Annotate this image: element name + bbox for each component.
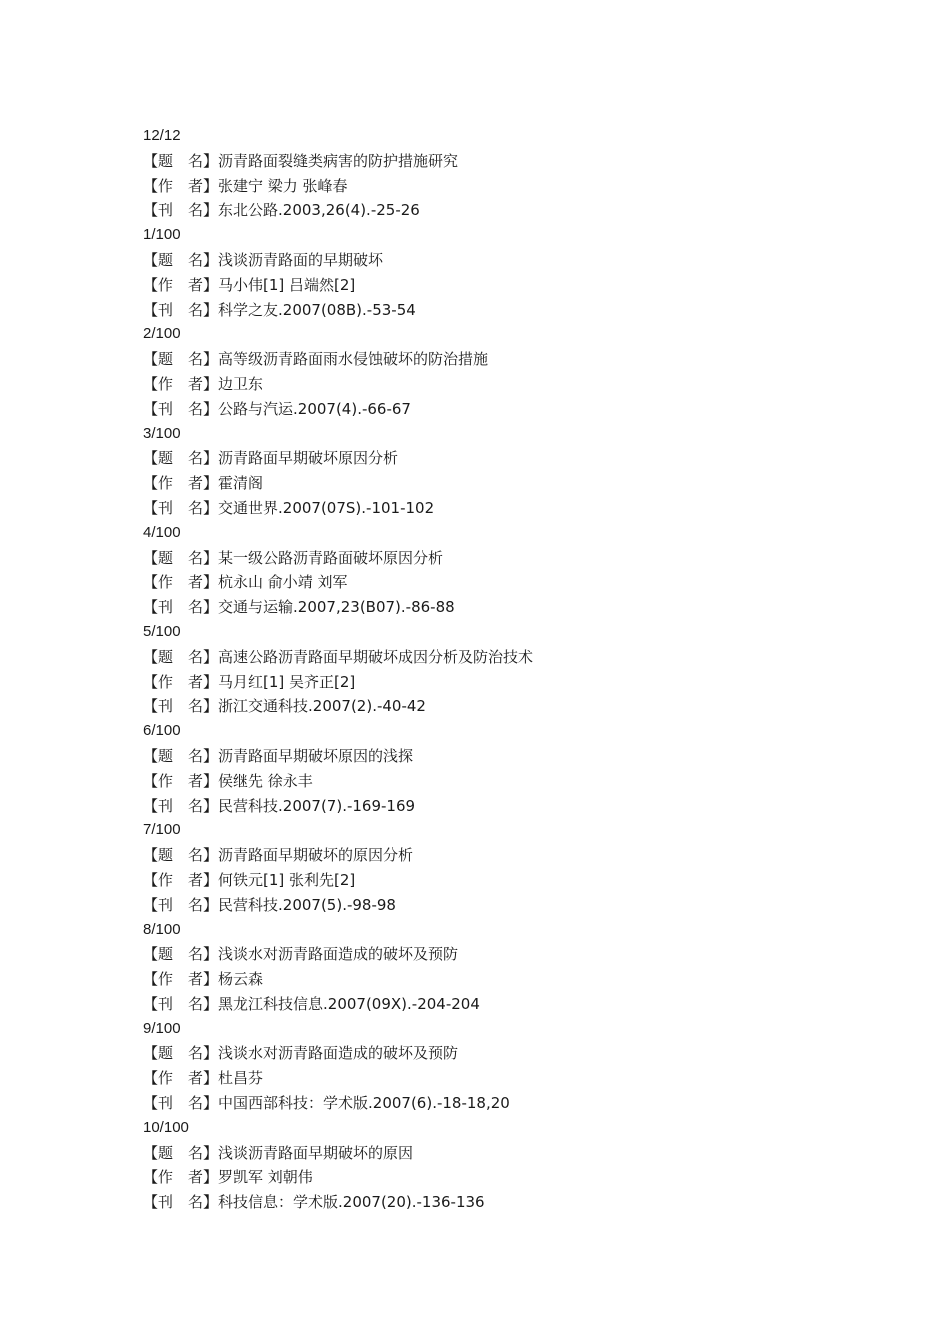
record-journal-line — [143, 298, 843, 323]
journal-label: 【刊 名】 — [143, 201, 219, 220]
journal-label: 【刊 名】 — [143, 399, 219, 418]
record-authors: 何铁元[1] 张利先[2] — [218, 870, 356, 889]
record-title-line — [143, 546, 843, 571]
journal-label: 【刊 名】 — [143, 697, 219, 716]
record-author-line — [143, 570, 843, 595]
record-authors: 杭永山 俞小靖 刘军 — [218, 573, 348, 592]
record-counter: 5/100 — [143, 622, 181, 640]
record-journal-line — [143, 397, 843, 422]
record-counter: 8/100 — [143, 920, 181, 938]
record-counter: 7/100 — [143, 821, 181, 839]
record-title: 沥青路面早期破坏的原因分析 — [218, 846, 414, 865]
record-journal-line — [143, 992, 843, 1017]
record — [143, 719, 843, 818]
record-journal: 中国西部科技：学术版.2007(6).-18-18,20 — [218, 1094, 510, 1113]
record-journal-line — [143, 1091, 843, 1116]
title-label: 【题 名】 — [143, 151, 219, 170]
record-authors: 边卫东 — [218, 374, 264, 393]
author-label: 【作 者】 — [143, 275, 219, 294]
journal-label: 【刊 名】 — [143, 796, 219, 815]
title-label: 【题 名】 — [143, 1044, 219, 1063]
record-authors: 杨云森 — [218, 970, 264, 989]
record-title: 沥青路面早期破坏原因的浅探 — [218, 746, 414, 765]
record-journal: 科学之友.2007(08B).-53-54 — [218, 300, 416, 319]
record-counter: 1/100 — [143, 226, 181, 244]
title-label: 【题 名】 — [143, 647, 219, 666]
journal-label: 【刊 名】 — [143, 598, 219, 617]
author-label: 【作 者】 — [143, 474, 219, 493]
record-journal: 科技信息：学术版.2007(20).-136-136 — [218, 1193, 485, 1212]
author-label: 【作 者】 — [143, 374, 219, 393]
record-author-line — [143, 1165, 843, 1190]
record-title: 沥青路面早期破坏原因分析 — [218, 449, 399, 468]
record-counter: 6/100 — [143, 722, 181, 740]
title-label: 【题 名】 — [143, 1143, 219, 1162]
record-journal: 东北公路.2003,26(4).-25-26 — [218, 201, 420, 220]
title-label: 【题 名】 — [143, 846, 219, 865]
record-title: 浅谈沥青路面的早期破坏 — [218, 250, 384, 269]
record-authors: 罗凯军 刘朝伟 — [218, 1168, 313, 1187]
record-title: 高速公路沥青路面早期破坏成因分析及防治技术 — [218, 647, 534, 666]
record-title-line — [143, 843, 843, 868]
record-journal-line — [143, 198, 843, 223]
record-title-line — [143, 744, 843, 769]
record-journal-line — [143, 595, 843, 620]
record — [143, 322, 843, 421]
record-journal-line — [143, 694, 843, 719]
record-journal: 交通世界.2007(07S).-101-102 — [218, 498, 435, 517]
record-author-line — [143, 670, 843, 695]
record-journal-line — [143, 794, 843, 819]
record — [143, 1017, 843, 1116]
record-title: 高等级沥青路面雨水侵蚀破坏的防治措施 — [218, 350, 489, 369]
record-title: 沥青路面裂缝类病害的防护措施研究 — [218, 151, 459, 170]
record-title-line — [143, 347, 843, 372]
record — [143, 918, 843, 1017]
author-label: 【作 者】 — [143, 870, 219, 889]
record — [143, 521, 843, 620]
record-counter: 10/100 — [143, 1118, 189, 1136]
record-journal: 公路与汽运.2007(4).-66-67 — [218, 399, 411, 418]
record — [143, 620, 843, 719]
record-journal: 黑龙江科技信息.2007(09X).-204-204 — [218, 994, 480, 1013]
record-title-line — [143, 1041, 843, 1066]
journal-label: 【刊 名】 — [143, 895, 219, 914]
record — [143, 1116, 843, 1215]
record-counter: 2/100 — [143, 325, 181, 343]
author-label: 【作 者】 — [143, 573, 219, 592]
record-counter: 4/100 — [143, 523, 181, 541]
record — [143, 223, 843, 322]
record-authors: 马月红[1] 吴齐正[2] — [218, 672, 356, 691]
record-title-line — [143, 1141, 843, 1166]
title-label: 【题 名】 — [143, 746, 219, 765]
record-journal: 民营科技.2007(5).-98-98 — [218, 895, 396, 914]
record-title-line — [143, 248, 843, 273]
record-author-line — [143, 1066, 843, 1091]
record-counter: 12/12 — [143, 127, 181, 144]
author-label: 【作 者】 — [143, 176, 219, 195]
record-title: 浅谈沥青路面早期破坏的原因 — [218, 1143, 414, 1162]
record-author-line — [143, 372, 843, 397]
author-label: 【作 者】 — [143, 970, 219, 989]
record-title: 浅谈水对沥青路面造成的破坏及预防 — [218, 945, 459, 964]
journal-label: 【刊 名】 — [143, 300, 219, 319]
record-author-line — [143, 868, 843, 893]
record-author-line — [143, 769, 843, 794]
record-counter: 3/100 — [143, 424, 181, 442]
journal-label: 【刊 名】 — [143, 1094, 219, 1113]
author-label: 【作 者】 — [143, 1168, 219, 1187]
record-journal-line — [143, 496, 843, 521]
record-list — [143, 124, 843, 1215]
record-journal: 民营科技.2007(7).-169-169 — [218, 796, 416, 815]
record-journal: 浙江交通科技.2007(2).-40-42 — [218, 697, 426, 716]
record-journal: 交通与运输.2007,23(B07).-86-88 — [218, 598, 455, 617]
title-label: 【题 名】 — [143, 350, 219, 369]
record-title-line — [143, 149, 843, 174]
author-label: 【作 者】 — [143, 771, 219, 790]
record-authors: 杜昌芬 — [218, 1069, 264, 1088]
title-label: 【题 名】 — [143, 250, 219, 269]
record-author-line — [143, 471, 843, 496]
record-author-line — [143, 174, 843, 199]
title-label: 【题 名】 — [143, 548, 219, 567]
record-title-line — [143, 942, 843, 967]
record — [143, 818, 843, 917]
journal-label: 【刊 名】 — [143, 498, 219, 517]
author-label: 【作 者】 — [143, 1069, 219, 1088]
record-authors: 张建宁 梁力 张峰春 — [218, 176, 348, 195]
record-authors: 霍清阁 — [218, 474, 264, 493]
title-label: 【题 名】 — [143, 449, 219, 468]
record-journal-line — [143, 1190, 843, 1215]
record-title: 浅谈水对沥青路面造成的破坏及预防 — [218, 1044, 459, 1063]
record-authors: 侯继先 徐永丰 — [218, 771, 313, 790]
journal-label: 【刊 名】 — [143, 1193, 219, 1212]
record — [143, 422, 843, 521]
title-label: 【题 名】 — [143, 945, 219, 964]
record-authors: 马小伟[1] 吕端然[2] — [218, 275, 356, 294]
journal-label: 【刊 名】 — [143, 994, 219, 1013]
record-counter: 9/100 — [143, 1019, 181, 1037]
record-journal-line — [143, 893, 843, 918]
record-title-line — [143, 446, 843, 471]
record-title-line — [143, 645, 843, 670]
record-author-line — [143, 273, 843, 298]
record-title: 某一级公路沥青路面破坏原因分析 — [218, 548, 444, 567]
author-label: 【作 者】 — [143, 672, 219, 691]
record — [143, 124, 843, 223]
record-author-line — [143, 967, 843, 992]
